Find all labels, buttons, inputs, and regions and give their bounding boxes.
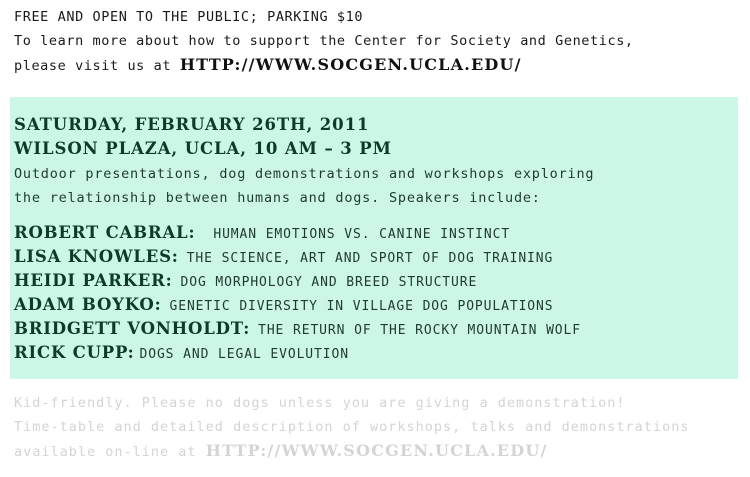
event-date: SATURDAY, FEBRUARY 26TH, 2011 [14,115,370,134]
speaker-topic: HUMAN EMOTIONS VS. CANINE INSTINCT [213,227,511,242]
speaker-item [14,271,477,290]
speaker-item [14,319,581,338]
speaker-item [14,247,553,266]
speaker-name: BRIDGETT VONHOLDT: [14,319,251,338]
speaker-item [14,223,510,242]
visit-line [14,55,522,74]
footer-online-prefix: available on-line at [14,444,197,460]
speaker-name: RICK CUPP: [14,343,135,362]
website-link[interactable]: HTTP://WWW.SOCGEN.UCLA.EDU/ [179,55,522,74]
speaker-topic: DOGS AND LEGAL EVOLUTION [139,347,349,362]
event-description-line-2: the relationship between humans and dogs. Speakers include: [14,190,541,206]
speaker-topic: DOG MORPHOLOGY AND BREED STRUCTURE [180,275,478,290]
footer-online-line [14,441,548,460]
speaker-name: ROBERT CABRAL: [14,223,196,242]
event-description-line-1: Outdoor presentations, dog demonstrations and workshops exploring [14,166,595,182]
footer-website-link[interactable]: HTTP://WWW.SOCGEN.UCLA.EDU/ [205,441,548,460]
speaker-topic: GENETIC DIVERSITY IN VILLAGE DOG POPULATIONS [169,299,554,314]
speaker-topic: THE RETURN OF THE ROCKY MOUNTAIN WOLF [258,323,581,338]
admission-info: FREE AND OPEN TO THE PUBLIC; PARKING $10 [14,9,364,25]
support-text: To learn more about how to support the Center for Society and Genetics, [14,33,634,49]
footer-timetable-note: Time-table and detailed description of workshops, talks and demonstrations [14,419,690,435]
speaker-name: ADAM BOYKO: [14,295,162,314]
visit-prefix: please visit us at [14,58,172,74]
speaker-item [14,295,553,314]
speaker-name: HEIDI PARKER: [14,271,173,290]
footer-kid-friendly-note: Kid-friendly. Please no dogs unless you are giving a demonstration! [14,395,626,411]
event-location-time: WILSON PLAZA, UCLA, 10 AM – 3 PM [14,139,392,158]
speaker-name: LISA KNOWLES: [14,247,179,266]
speaker-topic: THE SCIENCE, ART AND SPORT OF DOG TRAINING [186,251,554,266]
speaker-item [14,343,349,362]
